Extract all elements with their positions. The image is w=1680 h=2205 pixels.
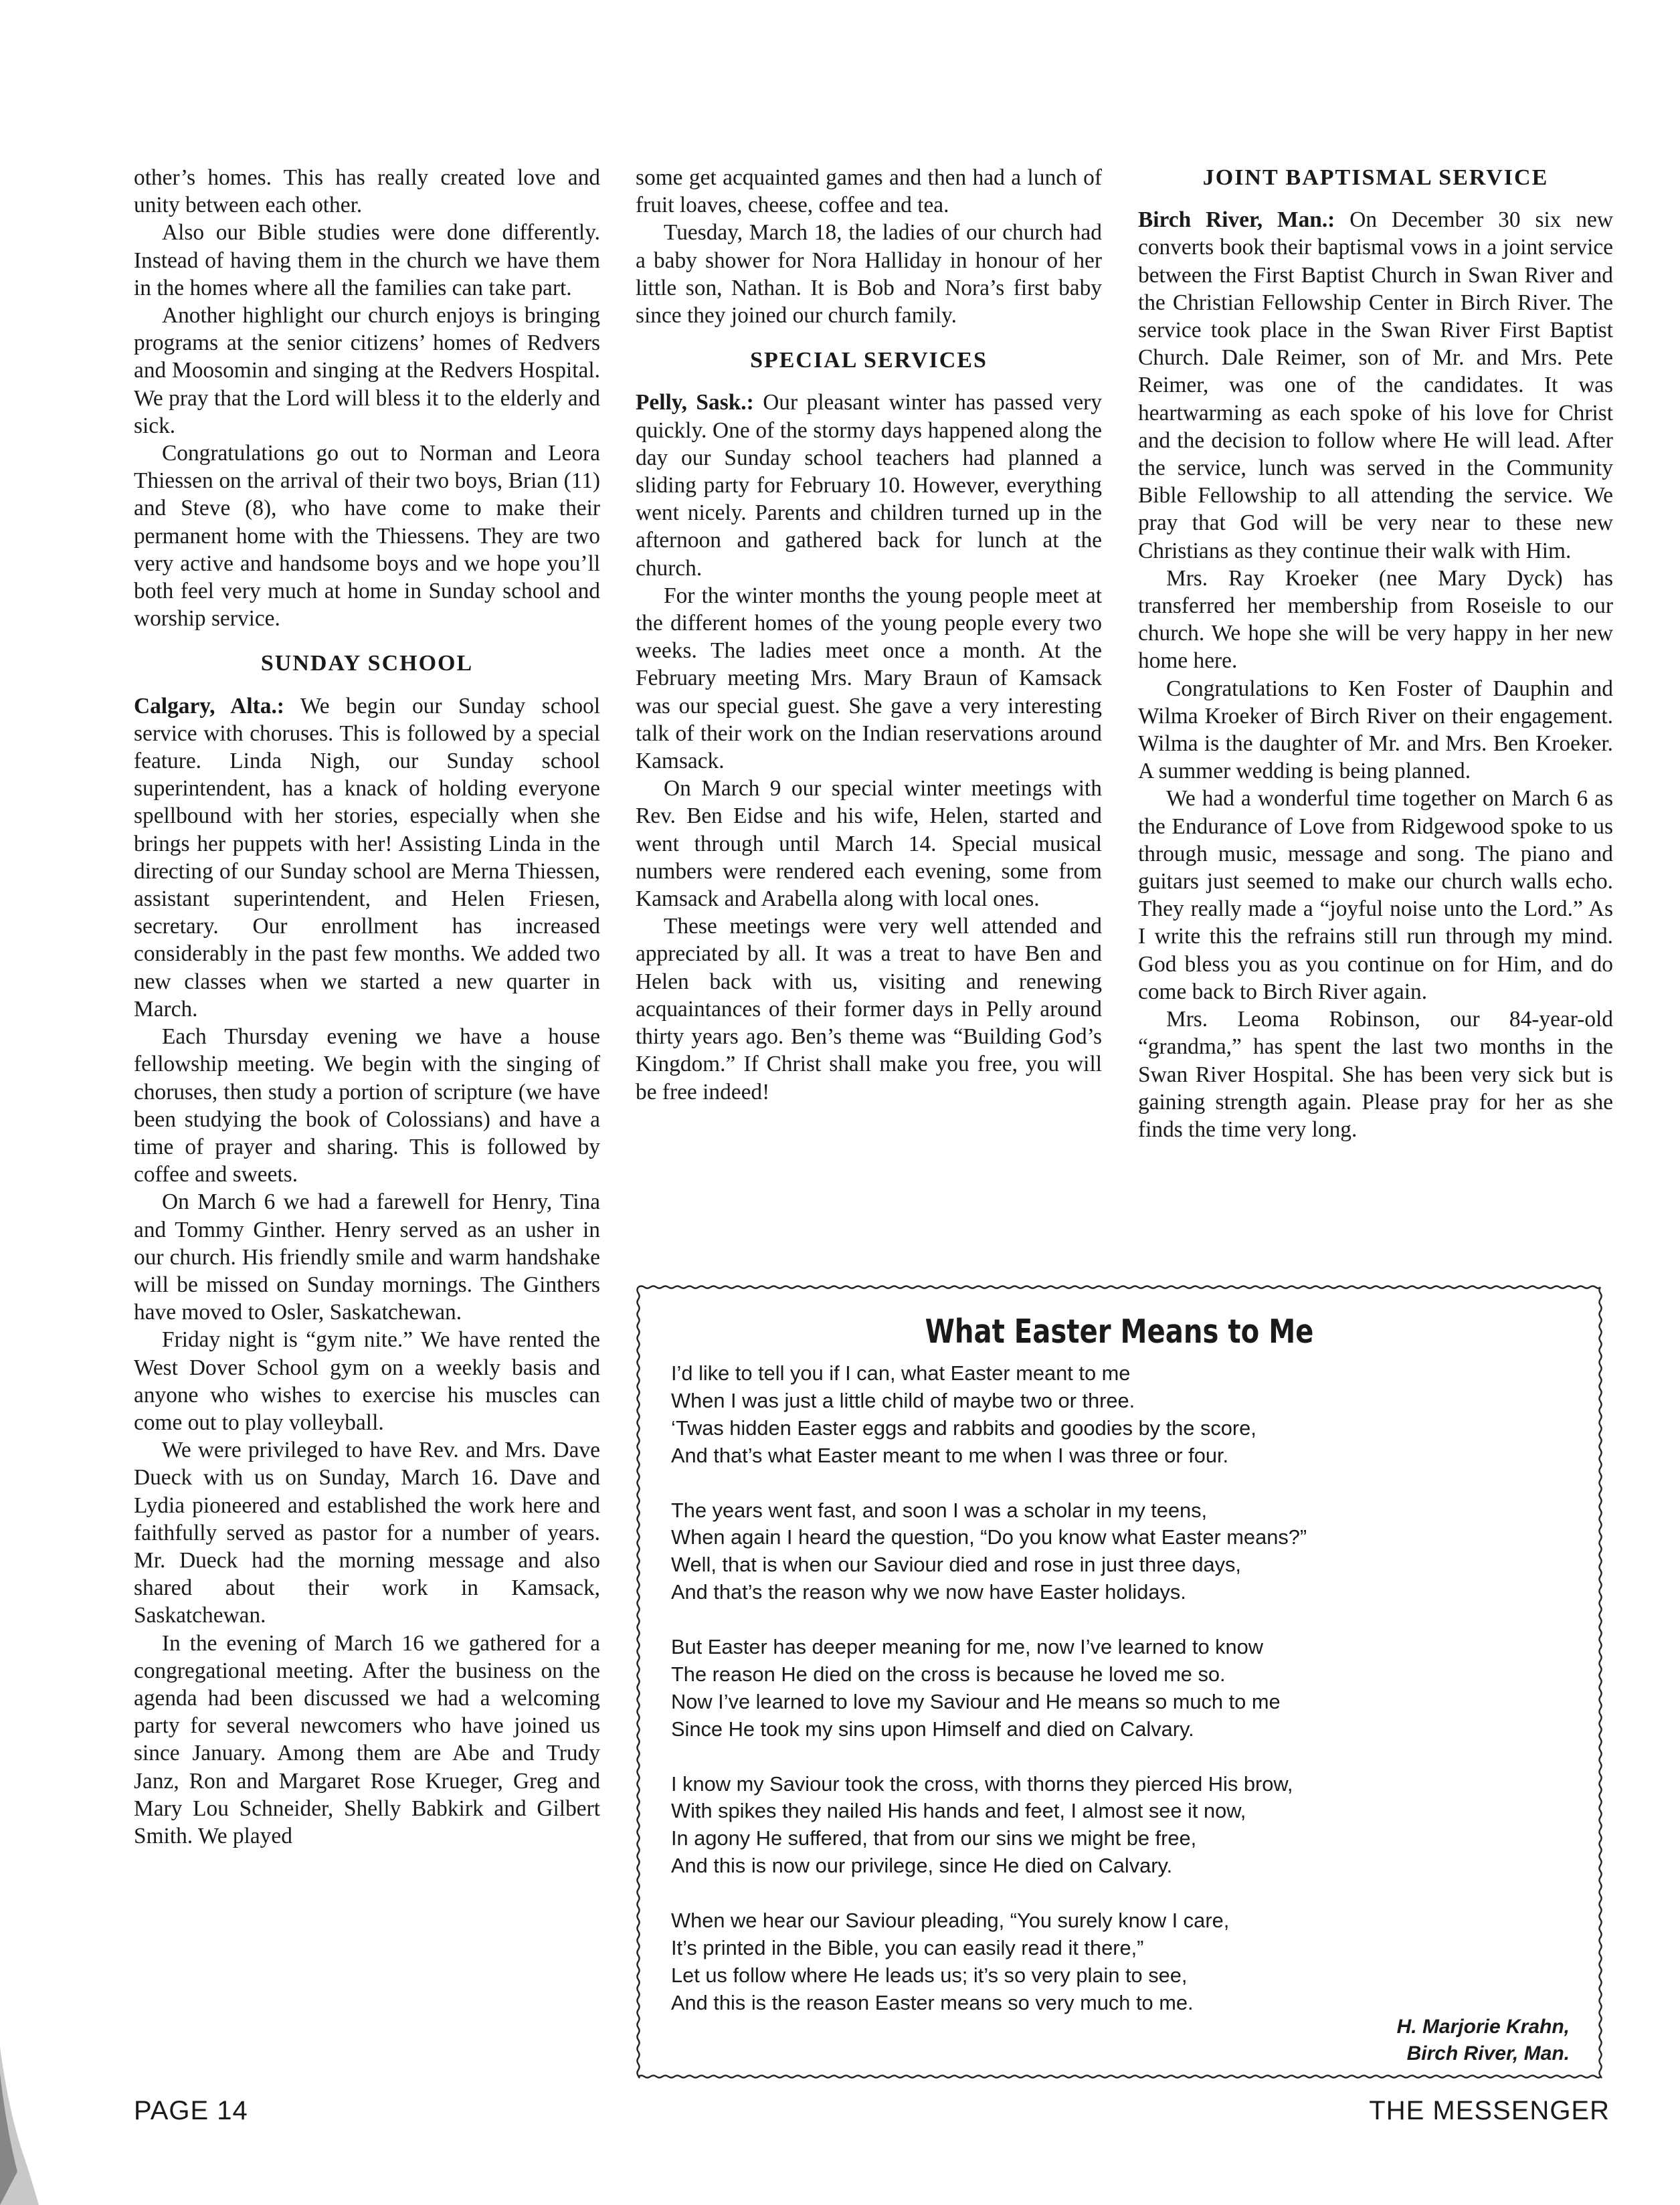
- poem-line: The reason He died on the cross is because he loved me so.: [671, 1662, 1226, 1686]
- section-heading-sunday-school: SUNDAY SCHOOL: [260, 651, 474, 676]
- paragraph: [1138, 206, 1613, 565]
- paragraph: Another highlight our church enjoys is bringing programs at the senior citizens’ homes of Redvers and Moosomin and singing at the Redvers Hospital. We pray that the Lord will bless it to the elderly and sick.: [134, 303, 600, 438]
- paragraph: We had a wonderful time together on March 6 as the Endurance of Love from Ridgewood spoke to us through music, message and song. The piano and guitars just seemed to make our church walls echo. They really made a “joyful noise unto the Lord.” As I write this the refrains still run through my mind. God bless you as you continue on for Him, and do come back to Birch River again.: [1138, 786, 1613, 1004]
- poem-line: And that’s what Easter meant to me when I was three or four.: [671, 1443, 1229, 1467]
- paragraph-lead: Our pleasant winter has passed very quickly. One of the stormy days happened along the day our Sunday school teachers had planned a sliding party for February 10. However, everything went nicely. Parents and children turned up in the afternoon and gathered back for lunch at the church.: [636, 390, 1102, 581]
- page-number: PAGE 14: [134, 2096, 248, 2125]
- section-heading-special-services: SPECIAL SERVICES: [750, 348, 988, 373]
- poem-line: I know my Saviour took the cross, with thorns they pierced His brow,: [671, 1771, 1293, 1796]
- border-left: [637, 1287, 639, 2078]
- poem-line: Let us follow where He leads us; it’s so very plain to see,: [671, 1963, 1188, 1987]
- poem-body: [671, 1360, 1581, 2044]
- paragraph: These meetings were very well attended and appreciated by all. It was a treat to have Ben and Helen back with us, visiting and renewing acquaintances of their former days in Pelly around thirty years ago. Ben’s theme was “Building God’s Kingdom.” If Christ shall make you free, you will be free indeed!: [636, 914, 1102, 1105]
- poem-line: I’d like to tell you if I can, what Easter meant to me: [671, 1361, 1131, 1385]
- paragraph: For the winter months the young people meet at the different homes of the young people every two weeks. The ladies meet once a month. At the February meeting Mrs. Mary Braun of Kamsack was our special guest. She gave a very interesting talk of their work on the Indian reservations around Kamsack.: [636, 583, 1102, 774]
- poem-box: [634, 1283, 1604, 2081]
- paragraph: On March 9 our special winter meetings with Rev. Ben Eidse and his wife, Helen, started and went through until March 14. Special musical numbers were rendered each evening, some from Kamsack and Arabella along with local ones.: [636, 776, 1102, 912]
- poem-stanza: [671, 1634, 1581, 1743]
- paragraph: [636, 389, 1102, 581]
- poem-line: When I was just a little child of maybe two or three.: [671, 1388, 1135, 1412]
- paragraph: Mrs. Leoma Robinson, our 84-year-old “grandma,” has spent the last two months in the Swan River Hospital. She has been very sick but is gaining strength again. Please pray for her as she finds the time very long.: [1138, 1007, 1613, 1142]
- column-3: [1138, 164, 1613, 1143]
- poem-line: When we hear our Saviour pleading, “You surely know I care,: [671, 1909, 1230, 1933]
- section-heading-joint-baptismal-service: JOINT BAPTISMAL SERVICE: [1202, 165, 1549, 190]
- border-top: [638, 1286, 1600, 1288]
- poem-title: What Easter Means to Me: [925, 1313, 1314, 1351]
- poem-author: H. Marjorie Krahn,: [1396, 2016, 1570, 2038]
- location-label: Pelly, Sask.:: [636, 390, 754, 415]
- poem-line: Now I’ve learned to love my Saviour and He means so much to me: [671, 1689, 1281, 1713]
- poem-line: And this is now our privilege, since He died on Calvary.: [671, 1854, 1173, 1878]
- paragraph: We were privileged to have Rev. and Mrs. Dave Dueck with us on Sunday, March 16. Dave and Lydia pioneered and established the work here and faithfully served as pastor for a number of years. Mr. Dueck had the morning message and also shared about their work in Kamsack, Saskatchewan.: [134, 1438, 600, 1628]
- paragraph: Each Thursday evening we have a house fellowship meeting. We begin with the singing of choruses, then study a portion of scripture (we have been studying the book of Colossians) and have a time of prayer and sharing. This is followed by coffee and sweets.: [134, 1024, 600, 1187]
- scan-edge-shadow: [0, 2047, 40, 2205]
- border-right: [1599, 1287, 1601, 2078]
- poem-line: With spikes they nailed His hands and feet, I almost see it now,: [671, 1799, 1246, 1823]
- poem-line: And this is the reason Easter means so very much to me.: [671, 1990, 1194, 2014]
- poem-line: ‘Twas hidden Easter eggs and rabbits and goodies by the score,: [671, 1416, 1256, 1440]
- poem-stanza: [671, 1360, 1581, 1470]
- poem-line: It’s printed in the Bible, you can easily read it there,”: [671, 1935, 1144, 1959]
- poem-line: And that’s the reason why we now have Easter holidays.: [671, 1580, 1186, 1604]
- paragraph: In the evening of March 16 we gathered for a congregational meeting. After the business on the agenda had been discussed we had a welcoming party for several newcomers who have joined us since January. Among them are Abe and Trudy Janz, Ron and Margaret Rose Krueger, Greg and Mary Lou Schneider, Shelly Babkirk and Gilbert Smith. We played: [134, 1630, 600, 1848]
- location-label: Calgary, Alta.:: [134, 693, 284, 718]
- paragraph: Also our Bible studies were done differently. Instead of having them in the church we have them in the homes where all the families can take part.: [134, 220, 600, 300]
- paragraph: Congratulations go out to Norman and Leora Thiessen on the arrival of their two boys, Brian (11) and Steve (8), who have come to make their permanent home with the Thiessens. They are two very active and handsome boys and we hope you’ll both feel very much at home in Sunday school and worship service.: [134, 441, 600, 632]
- paragraph: Tuesday, March 18, the ladies of our church had a baby shower for Nora Halliday in honour of her little son, Nathan. It is Bob and Nora’s first baby since they joined our church family.: [636, 220, 1102, 328]
- poem-line: Since He took my sins upon Himself and died on Calvary.: [671, 1717, 1194, 1741]
- paragraph: Mrs. Ray Kroeker (nee Mary Dyck) has transferred her membership from Roseisle to our church. We hope she will be very happy in her new home here.: [1138, 565, 1613, 674]
- paragraph: other’s homes. This has really created love and unity between each other.: [134, 165, 600, 218]
- publication-name: THE MESSENGER: [1369, 2096, 1610, 2125]
- poem-stanza: [671, 1497, 1581, 1607]
- poem-signature: [1397, 2014, 1570, 2067]
- paragraph: [134, 692, 600, 1023]
- column-2: [636, 164, 1102, 1106]
- paragraph: some get acquainted games and then had a lunch of fruit loaves, cheese, coffee and tea.: [636, 165, 1102, 218]
- poem-line: Well, that is when our Saviour died and rose in just three days,: [671, 1553, 1241, 1577]
- poem-line: When again I heard the question, “Do you know what Easter means?”: [671, 1525, 1307, 1549]
- location-label: Birch River, Man.:: [1138, 207, 1335, 233]
- poem-line: In agony He suffered, that from our sins we might be free,: [671, 1826, 1197, 1850]
- paragraph: On March 6 we had a farewell for Henry, Tina and Tommy Ginther. Henry served as an usher in our church. His friendly smile and warm handshake will be missed on Sunday mornings. The Ginthers have moved to Osler, Saskatchewan.: [134, 1189, 600, 1325]
- paragraph-lead: On December 30 six new converts book their baptismal vows in a joint service between the First Baptist Church in Swan River and the Christian Fellowship Center in Birch River. The service took place in the Swan River First Baptist Church. Dale Reimer, son of Mr. and Mrs. Pete Reimer, was one of the candidates. It was heartwarming as each spoke of his love for Christ and the decision to follow where He will lead. After the service, lunch was served in the Community Bible Fellowship to all attending the service. We pray that God will be very near to these new Christians as they continue their walk with Him.: [1138, 207, 1614, 563]
- poem-line: The years went fast, and soon I was a scholar in my teens,: [671, 1498, 1208, 1522]
- poem-author-place: Birch River, Man.: [1406, 2042, 1570, 2065]
- paragraph: Friday night is “gym nite.” We have rented the West Dover School gym on a weekly basis and anyone who wishes to exercise his muscles can come out to play volleyball.: [134, 1327, 600, 1435]
- poem-stanza: [671, 1771, 1581, 1881]
- paragraph-lead: We begin our Sunday school service with choruses. This is followed by a special feature. Linda Nigh, our Sunday school superintendent, has a knack of holding everyone spellbound with her stories, especially when she brings her puppets with her! Assisting Linda in the directing of our Sunday school are Merna Thiessen, assistant superintendent, and Helen Friesen, secretary. Our enrollment has increased considerably in the past few months. We added two new classes when we started a new quarter in March.: [134, 693, 600, 1022]
- border-bottom: [638, 2075, 1600, 2077]
- poem-line: But Easter has deeper meaning for me, now I’ve learned to know: [671, 1635, 1264, 1659]
- poem-stanza: [671, 1907, 1581, 2017]
- paragraph: Congratulations to Ken Foster of Dauphin and Wilma Kroeker of Birch River on their engagement. Wilma is the daughter of Mr. and Mrs. Ben Kroeker. A summer wedding is being planned.: [1138, 676, 1613, 784]
- column-1: [134, 164, 600, 1850]
